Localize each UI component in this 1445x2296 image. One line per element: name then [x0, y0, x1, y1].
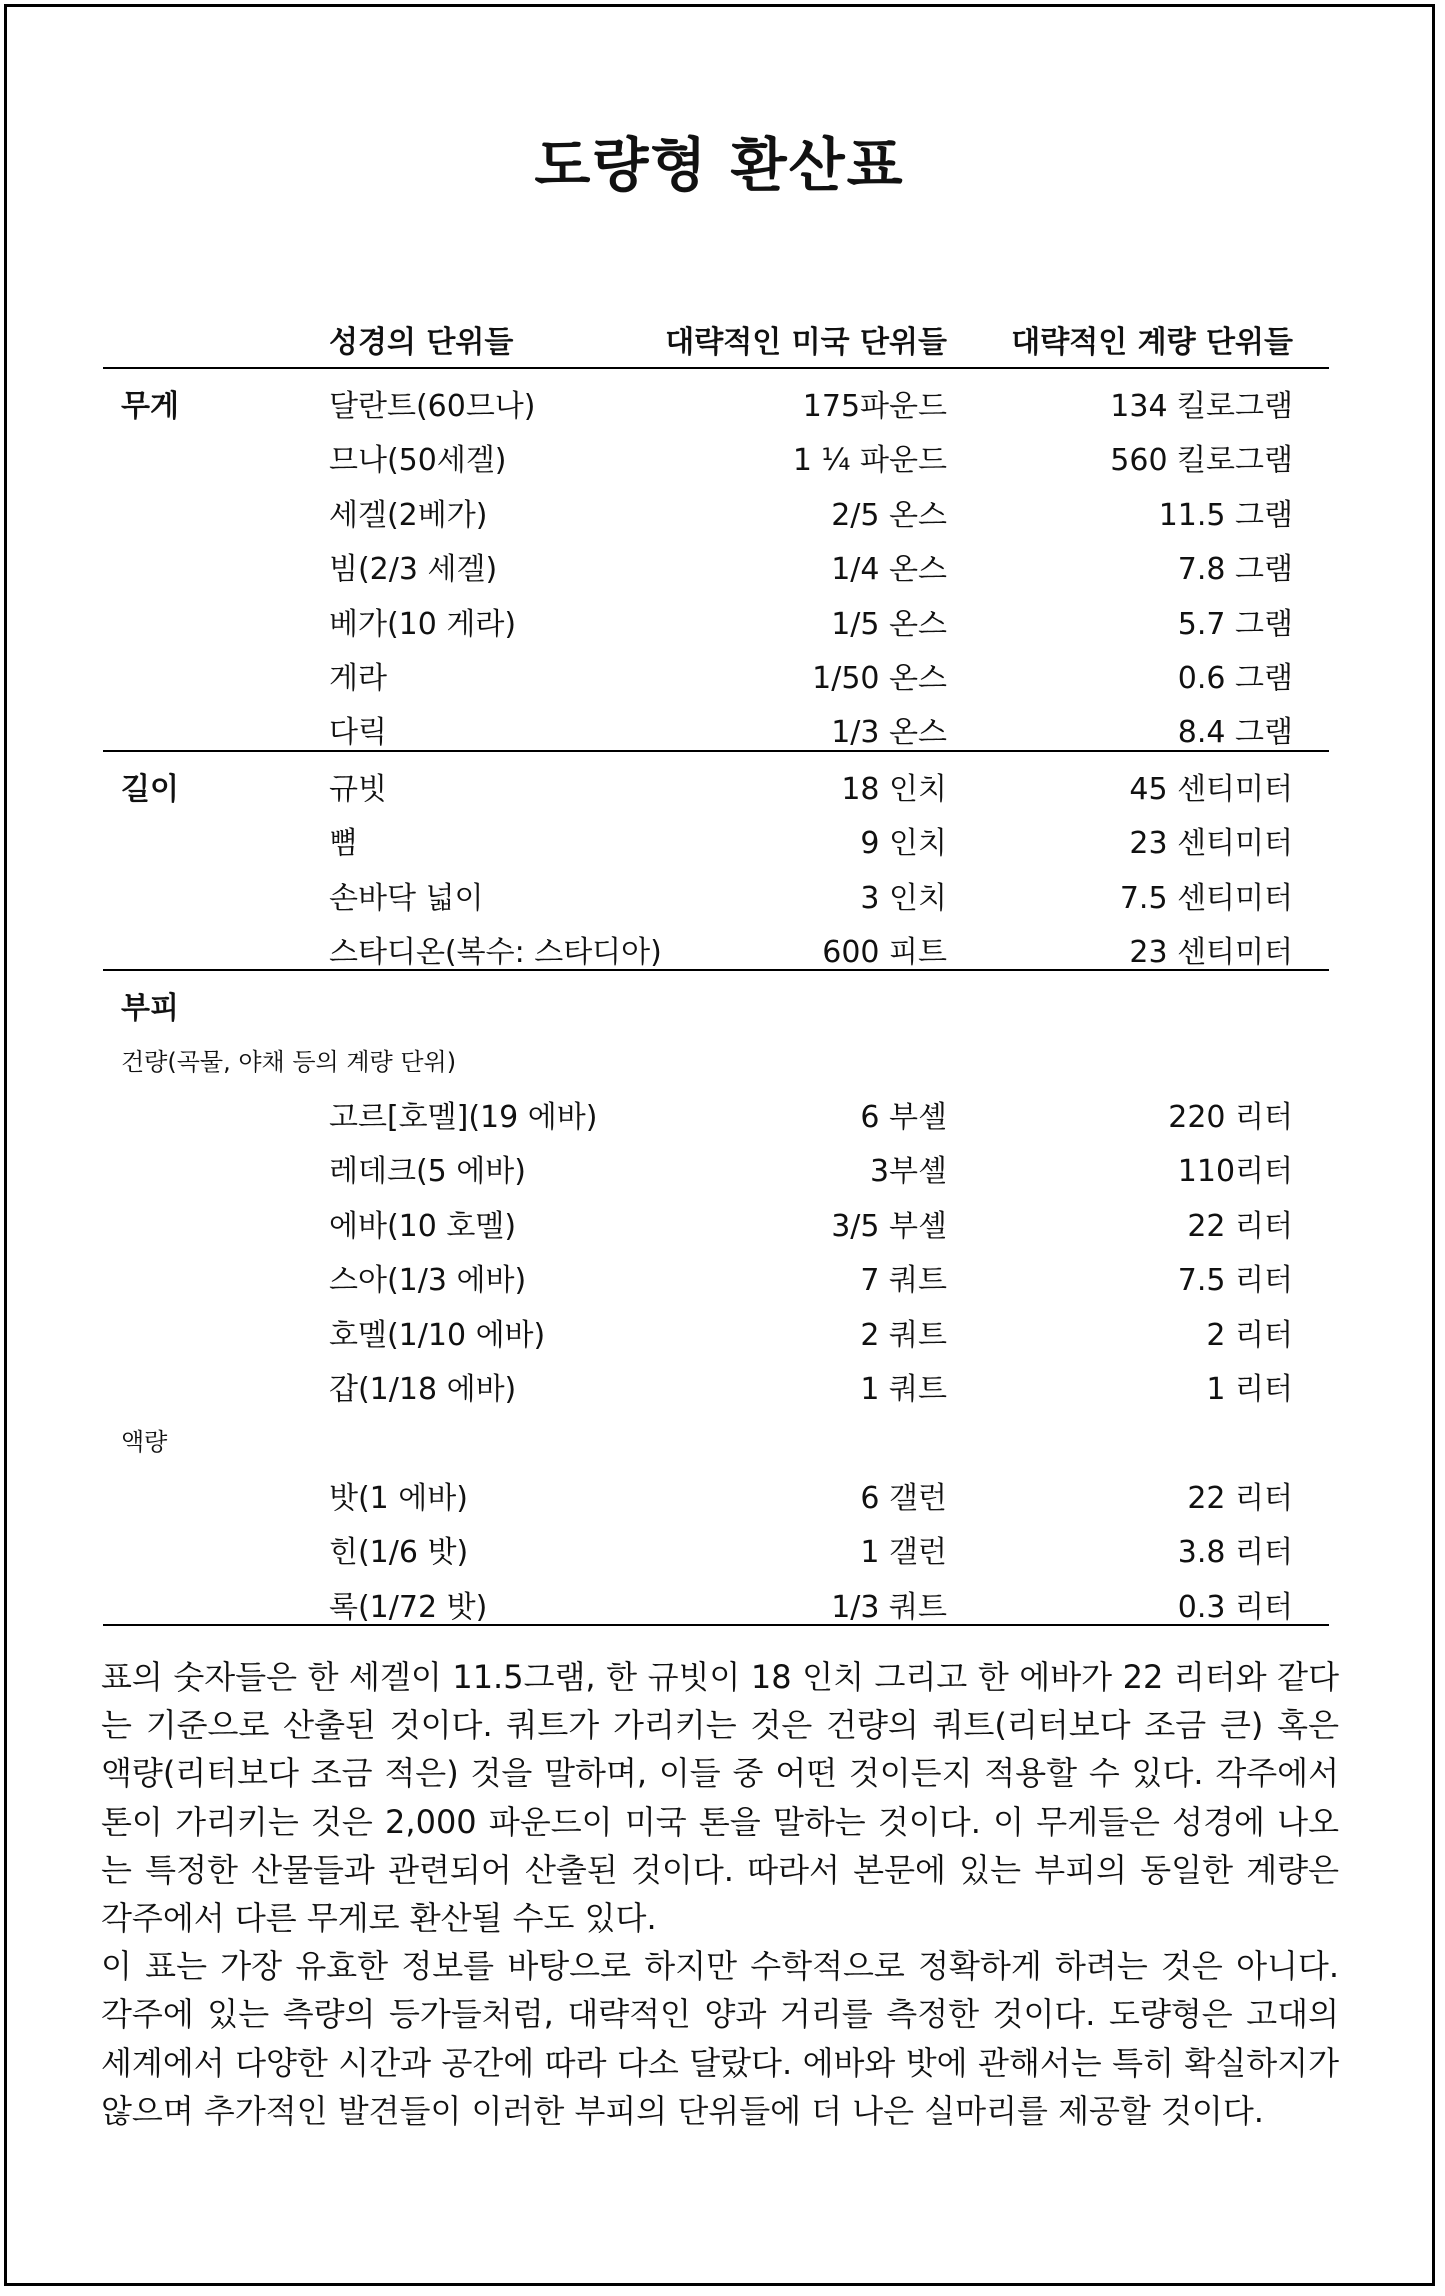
category-label: 길이 — [121, 771, 179, 807]
us-value: 7 쿼트 — [860, 1263, 947, 1299]
table-row — [103, 478, 1329, 532]
section-weight — [103, 369, 1329, 750]
header-biblical: 성경의 단위들 — [329, 325, 514, 360]
us-value: 1/3 쿼트 — [831, 1589, 947, 1625]
biblical-unit: 베가(10 게라) — [329, 606, 517, 642]
category-label: 무게 — [121, 389, 179, 424]
metric-value: 134 킬로그램 — [1110, 389, 1293, 424]
us-value: 1 쿼트 — [860, 1372, 947, 1408]
notes-paragraph: 표의 숫자들은 한 세겔이 11.5그램, 한 규빗이 18 인치 그리고 한 에바가 22 리터와 같다는 기준으로 산출된 것이다. 쿼트가 가리키는 것은 건량의 쿼트(리터보다 조금 큰) 혹은 액량(리터보다 조금 적은) 것을 말하며, 이들 중 어떤 것이든지 적용할 수 있다. 각주에서 톤이 가리키는 것은 2,000 파운드이 미국 톤을 말하는 것이다. 이 무게들은 성경에 나오는 특정한 산물들과 관련되어 산출된 것이다. 따라서 본문에 있는 부피의 동일한 계량은 각주에서 다른 무게로 환산될 수도 있다. — [101, 1658, 1339, 1938]
category-label: 부피 — [121, 991, 179, 1027]
table-row — [103, 1515, 1329, 1569]
subcategory-label-dry: 건량(곡물, 야채 등의 계량 단위) — [121, 1047, 457, 1076]
subcategory-row — [103, 1406, 1329, 1460]
us-value: 3/5 부셸 — [831, 1208, 947, 1244]
table-row — [103, 1080, 1329, 1134]
table-row — [103, 641, 1329, 695]
divider — [103, 1624, 1329, 1626]
biblical-unit: 밧(1 에바) — [329, 1480, 468, 1516]
biblical-unit: 에바(10 호멜) — [329, 1208, 517, 1244]
table-row — [103, 369, 1329, 423]
table-header — [103, 311, 1329, 367]
biblical-unit: 호멜(1/10 에바) — [329, 1317, 546, 1353]
subcategory-row — [103, 1026, 1329, 1080]
notes-paragraph: 이 표는 가장 유효한 정보를 바탕으로 하지만 수학적으로 정확하게 하려는 것은 아니다. 각주에 있는 측량의 등가들처럼, 대략적인 양과 거리를 측정한 것이다. 도량형은 고대의 세계에서 다양한 시간과 공간에 따라 다소 달랐다. 에바와 밧에 관해서는 특히 확실하지가 않으며 추가적인 발견들이 이러한 부피의 단위들에 더 나은 실마리를 제공할 것이다. — [101, 1947, 1339, 2130]
table-row — [103, 861, 1329, 915]
subcategory-label-liquid: 액량 — [121, 1428, 168, 1457]
table-row — [103, 752, 1329, 806]
metric-value: 22 리터 — [1187, 1208, 1293, 1244]
metric-value: 22 리터 — [1187, 1480, 1293, 1516]
conversion-table — [103, 311, 1329, 1626]
table-row — [103, 1134, 1329, 1188]
biblical-unit: 록(1/72 밧) — [329, 1589, 488, 1625]
explanatory-notes — [101, 1653, 1339, 2135]
metric-value: 3.8 리터 — [1177, 1535, 1293, 1571]
table-row — [103, 1461, 1329, 1515]
table-row — [103, 806, 1329, 860]
table-row — [103, 532, 1329, 586]
biblical-unit: 게라 — [329, 660, 387, 696]
us-value: 6 갤런 — [860, 1480, 947, 1516]
biblical-unit: 빔(2/3 세겔) — [329, 552, 498, 588]
metric-value: 7.8 그램 — [1177, 552, 1293, 588]
biblical-unit: 뼘 — [329, 826, 358, 862]
metric-value: 220 리터 — [1168, 1100, 1293, 1136]
biblical-unit: 스타디온(복수: 스타디아) — [329, 934, 662, 970]
us-value: 3부셸 — [869, 1154, 947, 1190]
biblical-unit: 므나(50세겔) — [329, 443, 507, 479]
metric-value: 23 센티미터 — [1129, 934, 1293, 970]
metric-value: 1 리터 — [1206, 1372, 1293, 1408]
table-row — [103, 423, 1329, 477]
metric-value: 8.4 그램 — [1177, 715, 1293, 751]
biblical-unit: 규빗 — [329, 771, 387, 807]
table-row — [103, 1352, 1329, 1406]
us-value: 175파운드 — [802, 389, 947, 424]
us-value: 1 ¼ 파운드 — [792, 443, 947, 479]
us-value: 3 인치 — [860, 880, 947, 916]
us-value: 18 인치 — [841, 771, 947, 807]
us-value: 600 피트 — [822, 934, 947, 970]
us-value: 1/4 온스 — [831, 552, 947, 588]
us-value: 9 인치 — [860, 826, 947, 862]
biblical-unit: 세겔(2베가) — [329, 497, 488, 533]
page-frame — [4, 4, 1435, 2286]
metric-value: 45 센티미터 — [1129, 771, 1293, 807]
biblical-unit: 갑(1/18 에바) — [329, 1372, 517, 1408]
biblical-unit: 힌(1/6 밧) — [329, 1535, 469, 1571]
metric-value: 11.5 그램 — [1158, 497, 1293, 533]
section-length — [103, 752, 1329, 970]
biblical-unit: 스아(1/3 에바) — [329, 1263, 527, 1299]
section-volume — [103, 971, 1329, 1624]
us-value: 1/50 온스 — [812, 660, 947, 696]
us-value: 6 부셸 — [860, 1100, 947, 1136]
metric-value: 0.3 리터 — [1177, 1589, 1293, 1625]
header-us: 대략적인 미국 단위들 — [665, 325, 947, 360]
us-value: 1/5 온스 — [831, 606, 947, 642]
table-row — [103, 1298, 1329, 1352]
metric-value: 7.5 센티미터 — [1119, 880, 1293, 916]
page-title: 도량형 환산표 — [534, 131, 905, 199]
header-metric: 대략적인 계량 단위들 — [1011, 325, 1293, 360]
us-value: 2/5 온스 — [831, 497, 947, 533]
metric-value: 5.7 그램 — [1177, 606, 1293, 642]
table-row — [103, 1570, 1329, 1624]
metric-value: 560 킬로그램 — [1110, 443, 1293, 479]
metric-value: 0.6 그램 — [1177, 660, 1293, 696]
biblical-unit: 고르[호멜](19 에바) — [329, 1100, 598, 1136]
biblical-unit: 손바닥 넓이 — [329, 880, 484, 916]
table-row — [103, 915, 1329, 969]
biblical-unit: 레데크(5 에바) — [329, 1154, 526, 1190]
table-row — [103, 587, 1329, 641]
metric-value: 2 리터 — [1206, 1317, 1293, 1353]
metric-value: 7.5 리터 — [1177, 1263, 1293, 1299]
metric-value: 23 센티미터 — [1129, 826, 1293, 862]
table-row — [103, 971, 1329, 1025]
us-value: 1 갤런 — [860, 1535, 947, 1571]
us-value: 2 쿼트 — [860, 1317, 947, 1353]
table-row — [103, 1189, 1329, 1243]
us-value: 1/3 온스 — [831, 715, 947, 751]
biblical-unit: 다릭 — [329, 715, 387, 751]
biblical-unit: 달란트(60므나) — [329, 389, 536, 424]
table-row — [103, 695, 1329, 749]
metric-value: 110리터 — [1177, 1154, 1293, 1190]
table-row — [103, 1243, 1329, 1297]
